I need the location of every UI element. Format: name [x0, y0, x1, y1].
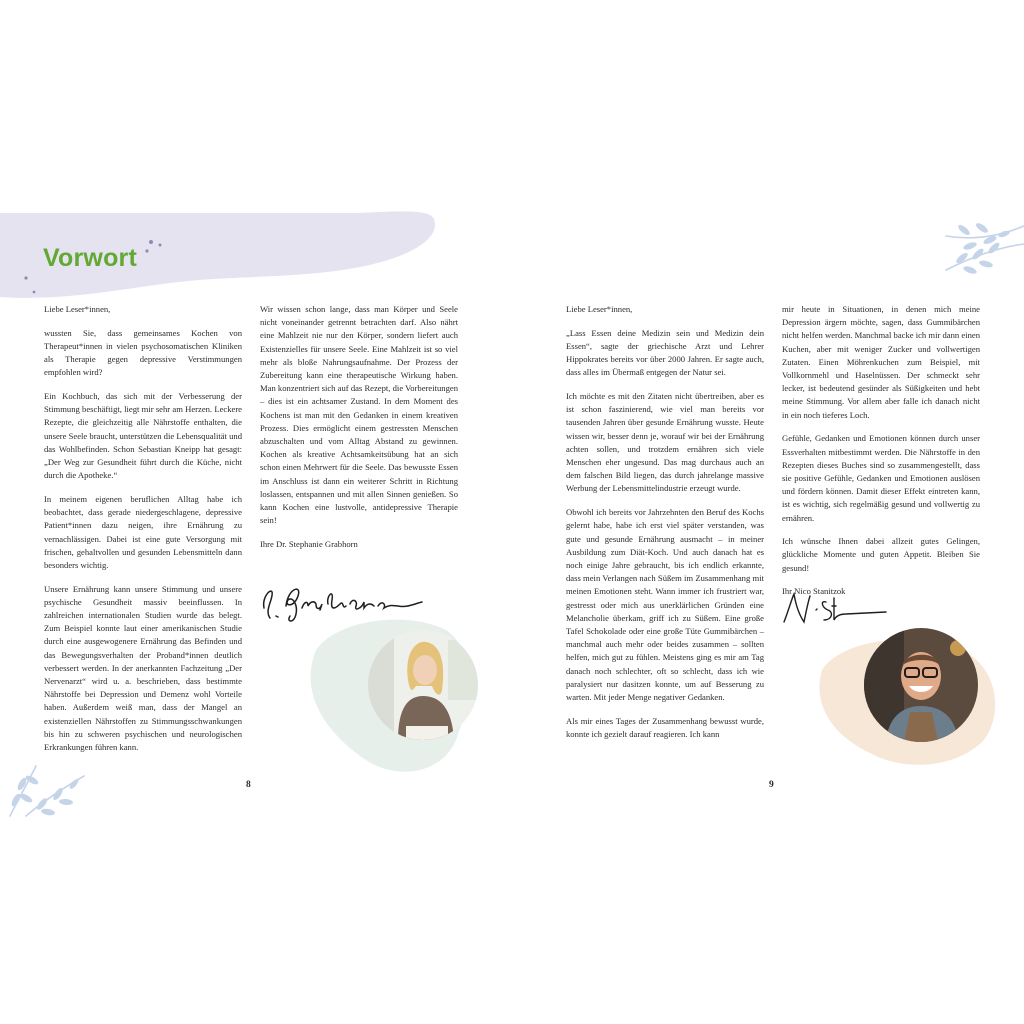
paragraph: Liebe Leser*innen,: [566, 304, 633, 314]
leaf-branch-icon: [940, 218, 1024, 280]
right-column-1: [566, 303, 764, 752]
paragraph: Als mir eines Tages der Zusammenhang bewusst wurde, konnte ich gezielt darauf reagieren. Ich kann: [566, 715, 764, 739]
paragraph: Unsere Ernährung kann unsere Stimmung und unsere psychische Gesundheit massiv beeinflussen. In zahlreichen internationalen Studien wurde das belegt. Zum Beispiel konnte laut einer amerikanischen Studie durch eine ausgewogenere Ernährung das Befinden und das Bewegungsverhalten der Proband*innen deutlich verbessert werden. In der anerkannten Fachzeitung „Der Nervenarzt“ wird u. a. beschrieben, dass bestimmte Nährstoffe bei Depression und Demenz wohl Vorteile haben. Außerdem weiß man, dass der Mangel an existenziellen Nährstoffen zu Stimmungsschwankungen bis hin zu schweren psychischen und neurologischen Erkrankungen führen kann.: [44, 583, 242, 753]
paragraph: Wir wissen schon lange, dass man Körper und Seele nicht voneinander getrennt betrachten darf. Also nährt eine Mahlzeit nie nur den Körper, sondern liefert auch Existenzielles für unsere Seele. Eine Mahlzeit ist so viel mehr als bloße Nahrungsaufnahme. Der Prozess der Zubereitung kann eine therapeutische Wirkung haben. Man konzentriert sich auf das Rezept, die Vorbereitungen – dies ist ein achtsamer Zustand. In dem Moment des Kochens ist man mit den Gedanken in einem kreativen Prozess. Dies ermöglicht einem gestressten Menschen abzuschalten und vom Alltag Abstand zu gewinnen. Kochen als kreative Achtsamkeitsübung hat an sich schon einen Mehrwert für die Seele. Das bewusste Essen im Anschluss ist dann ein weiterer Schritt in Richtung loslassen, entspannen und mit allen Sinnen genießen. So kann Kochen eine lustvolle, antidepressive Therapie sein!: [260, 304, 458, 526]
left-column-1: [44, 303, 242, 765]
paragraph: wussten Sie, dass gemeinsames Kochen von Therapeut*innen in vielen psychosomatischen Kliniken als Therapie gegen depressive Verstimmungen empfohlen wird?: [44, 327, 242, 378]
paragraph: Ich möchte es mit den Zitaten nicht übertreiben, aber es ist schon faszinierend, wie viel man bereits vor tausenden Jahren über gesunde Ernährung wusste. Heute wissen wir, besser denn je, worauf wir bei der Ernährung achten sollen, und trotzdem ernähren sich viele Menschen eher ungesund. Das mag durchaus auch an dem falschen Bild liegen, das durch jahrelange massive Werbung der Lebensmittelindustrie erzeugt wurde.: [566, 391, 764, 494]
paragraph: mir heute in Situationen, in denen mich meine Depression ärgern möchte, sagen, dass Gummibärchen nicht helfen werden. Manchmal backe ich mir dann einen Kuchen, aber mit weniger Zucker und vollwertigen Zutaten. Einen Möhrenkuchen zum Beispiel, mit Vollkornmehl und Haselnüssen. Der schmeckt sehr lecker, ist bedeutend gesünder als Süßigkeiten und hebt meine Stimmung. Vor allem aber falle ich danach nicht in ein noch tieferes Loch.: [782, 304, 980, 420]
leaf-branch-icon: [0, 760, 90, 820]
paragraph: Ich wünsche Ihnen dabei allzeit gutes Gelingen, glückliche Momente und guten Appetit. Bleiben Sie gesund!: [782, 536, 980, 573]
page-number: 8: [246, 780, 251, 790]
paragraph: Obwohl ich bereits vor Jahrzehnten den Beruf des Kochs gelernt habe, habe ich erst viel später verstanden, was gute und gesunde Ernährung ausmacht – in meiner Ausbildung zum Diät-Koch. Und auch danach hat es noch einige Jahre gebraucht, bis ich endlich erkannte, dass mein Verlangen nach Süßem im Zusammenhang mit meinen Emotionen steht. Wann immer ich frustriert war, gestresst oder mich aus unerklärlichen Gründen eine Melancholie überkam, griff ich zu Süßem. Eine große Tafel Schokolade oder eine große Tüte Gummibärchen – manchmal auch mehr oder beides zusammen – sollten helfen, mich gut zu fühlen. Meistens ging es mir am Tag danach noch schlechter, oft so schlecht, dass ich wie paralysiert nur dasitzen konnte, um auf Besserung zu warten. Mit jeder Menge negativer Gedanken.: [566, 507, 764, 702]
author-signoff: Ihre Dr. Stephanie Grabhorn: [260, 538, 358, 549]
author-photo-stanitzok: [864, 628, 978, 742]
page-number: 9: [769, 780, 774, 790]
paragraph: Ein Kochbuch, das sich mit der Verbesserung der Stimmung beschäftigt, liegt mir sehr am Herzen. Leckere Rezepte, die gleichzeitig alle Nährstoffe enthalten, die unsere Seele braucht, unterstützen die Lebensqualität und das Wohlbefinden. Schon Sebastian Kneipp hat gesagt: „Der Weg zur Gesundheit führt durch die Küche, nicht durch die Apotheke.“: [44, 391, 242, 481]
right-column-2: [782, 303, 980, 609]
left-column-2: [260, 303, 458, 562]
signature-stanitzok: [780, 588, 890, 628]
paragraph: „Lass Essen deine Medizin sein und Medizin dein Essen“, sagte der griechische Arzt und Lehrer Hippokrates bereits vor über 2000 Jahren. Er sagte auch, dass alles im Übermaß entgegen der Natur sei.: [566, 327, 764, 378]
page-title: Vorwort: [43, 244, 137, 272]
paragraph: Liebe Leser*innen,: [44, 304, 111, 314]
author-signoff: Ihr Nico Stanitzok: [782, 586, 846, 597]
paragraph: Gefühle, Gedanken und Emotionen können durch unser Essverhalten mitbestimmt werden. Die Nährstoffe in den Rezepten dieses Buches sind so zusammengestellt, dass sie positive Gefühle, Gedanken und Emotionen auslösen und fördern können. Damit dieser Effekt eintreten kann, ist es wichtig, sich regelmäßig gesund und vollwertig zu ernähren.: [782, 433, 980, 523]
author-photo-grabhorn: [368, 630, 478, 740]
paragraph: In meinem eigenen beruflichen Alltag habe ich beobachtet, dass gerade niedergeschlagene, depressive Patient*innen dazu neigen, ihre Ernährung zu vernachlässigen. Dabei ist eine gute Versorgung mit frischen, gehaltvollen und gesunden Lebensmitteln dann besonders wichtig.: [44, 493, 242, 570]
